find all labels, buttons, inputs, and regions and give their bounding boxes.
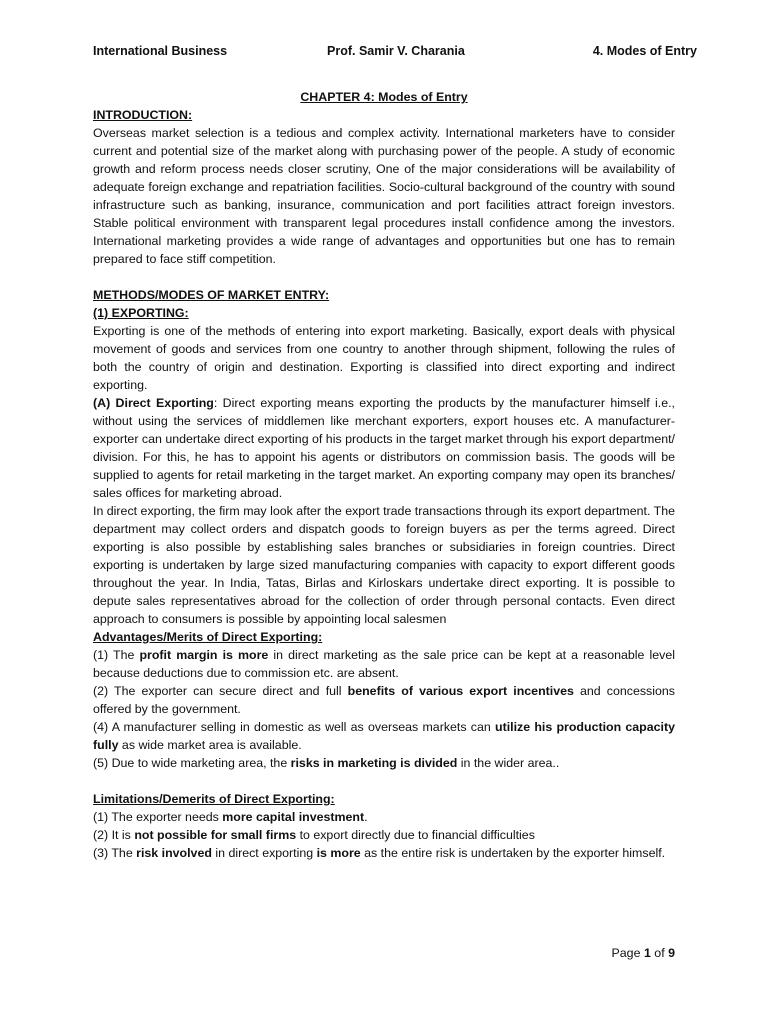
direct-exporting-text: : Direct exporting means exporting the products by the manufacturer himself i.e., without using the services of middlemen like merchant exporters, export houses etc. A manufacturer-exporter can undertake direct exporting of his products in the target market through his export department/ division. For this, he has to appoint his agents or distributors on commission basis. The goods will be supplied to agents for retail marketing in the target market. An exporting company may open its branches/ sales offices for marketing abroad. [93, 396, 675, 500]
chapter-title: CHAPTER 4: Modes of Entry [300, 90, 468, 104]
intro-heading: INTRODUCTION: [93, 108, 193, 122]
page-number: 1 [643, 946, 651, 960]
advantage-item: (5) Due to wide marketing area, the risks in marketing is divided in the wider area.. [93, 756, 560, 770]
advantage-item: (4) A manufacturer selling in domestic as well as overseas markets can utilize his production capacity fully as wide market area is available. [93, 720, 675, 752]
limitation-item: (3) The risk involved in direct exporting is more as the entire risk is undertaken by the exporter himself. [93, 846, 666, 860]
limitation-item: (2) It is not possible for small firms to export directly due to financial difficulties [93, 828, 535, 842]
document-body [93, 88, 675, 862]
methods-heading: METHODS/MODES OF MARKET ENTRY: [93, 288, 330, 302]
direct-exporting-paragraph-2: In direct exporting, the firm may look after the export trade transactions through its export department. The department may collect orders and dispatch goods to foreign buyers as per the terms agreed. Direct exporting is also possible by establishing sales branches or subsidiaries in foreign countries. Direct exporting is undertaken by large sized manufacturing companies with capacity to export different goods throughout the year. In India, Tatas, Birlas and Kirloskars undertake direct exporting. It is possible to depute sales representatives abroad for the collection of order through personal contacts. Even direct approach to consumers is possible by appointing local salesmen [93, 504, 675, 626]
exporting-heading: (1) EXPORTING: [93, 306, 189, 320]
page-total: 9 [668, 946, 675, 960]
direct-exporting-label: (A) Direct Exporting [93, 396, 214, 410]
direct-exporting-paragraph [93, 394, 675, 502]
limitations-heading: Limitations/Demerits of Direct Exporting: [93, 792, 335, 806]
advantage-item: (2) The exporter can secure direct and full benefits of various export incentives and concessions offered by the government. [93, 684, 675, 716]
header-course: International Business [93, 44, 228, 58]
of-label: of [654, 946, 665, 960]
exporting-paragraph: Exporting is one of the methods of entering into export marketing. Basically, export deals with physical movement of goods and services from one country to another through shipment, following the rules of both the country of origin and destination. Exporting is classified into direct exporting and indirect exporting. [93, 324, 675, 392]
header-author: Prof. Samir V. Charania [327, 44, 465, 58]
header-chapter: 4. Modes of Entry [592, 44, 697, 58]
limitation-item: (1) The exporter needs more capital investment. [93, 810, 368, 824]
spacer [93, 772, 675, 790]
intro-paragraph: Overseas market selection is a tedious and complex activity. International marketers have to consider current and potential size of the market along with purchasing power of the people. A study of economic growth and reform process needs closer scrutiny, One of the major considerations will be availability of adequate foreign exchange and repatriation facilities. Socio-cultural background of the country with sound infrastructure such as banking, insurance, communication and port facilities attract foreign investors. Stable political environment with transparent legal procedures install confidence among the investors. International marketing provides a wide range of advantages and opportunities but one has to remain prepared to face stiff competition. [93, 126, 675, 266]
page-footer [612, 946, 675, 960]
spacer [93, 268, 675, 286]
advantages-heading: Advantages/Merits of Direct Exporting: [93, 630, 323, 644]
page-header [93, 44, 697, 60]
page-label: Page [611, 946, 641, 960]
advantage-item: (1) The profit margin is more in direct marketing as the sale price can be kept at a reasonable level because deductions due to commission etc. are absent. [93, 648, 676, 680]
